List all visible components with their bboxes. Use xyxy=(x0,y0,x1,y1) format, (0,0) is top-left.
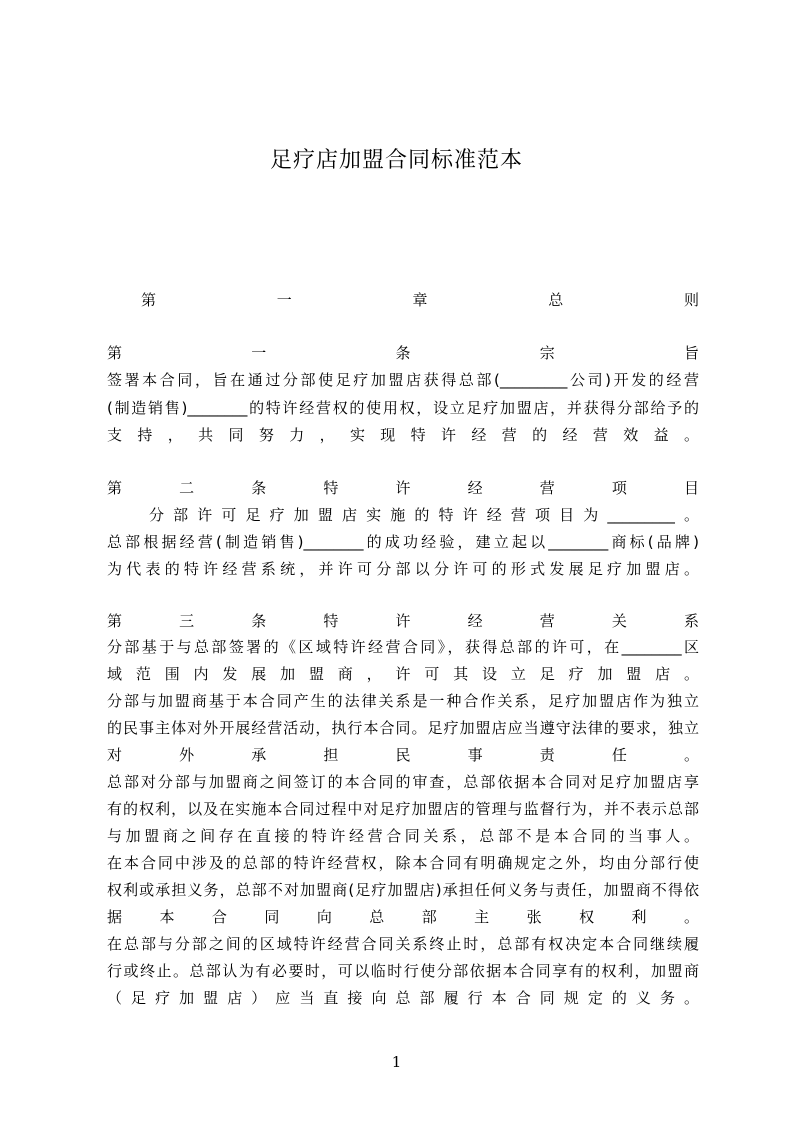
article-3-line: 权利或承担义务，总部不对加盟商(足疗加盟店)承担任何义务与责任，加盟商不得依 xyxy=(107,881,699,899)
article-3-line: 据 本 合 同 向 总 部 主 张 权 利 。 xyxy=(107,908,699,926)
article-1-heading: 第 一 条 宗 旨 xyxy=(107,344,699,362)
article-1-line: (制造销售)________的特许经营权的使用权，设立足疗加盟店，并获得分部给予的 xyxy=(107,399,699,417)
article-3-line: 与加盟商之间存在直接的特许经营合同关系，总部不是本合同的当事人。 xyxy=(107,827,699,845)
chapter-heading: 第 一 章 总 则 xyxy=(141,291,699,309)
article-3-line: （足疗加盟店）应当直接向总部履行本合同规定的义务。 xyxy=(107,989,699,1007)
article-3-line: 行或终止。总部认为有必要时，可以临时行使分部依据本合同享有的权利，加盟商 xyxy=(107,962,699,980)
article-3-line: 分部基于与总部签署的《区域特许经营合同》，获得总部的许可，在________区 xyxy=(107,638,699,656)
article-3-heading: 第 三 条 特 许 经 营 关 系 xyxy=(107,612,699,630)
article-3-line: 的民事主体对外开展经营活动，执行本合同。足疗加盟店应当遵守法律的要求，独立 xyxy=(107,719,699,737)
article-3-line: 在总部与分部之间的区域特许经营合同关系终止时，总部有权决定本合同继续履 xyxy=(107,935,699,953)
article-2-line: 为代表的特许经营系统，并许可分部以分许可的形式发展足疗加盟店。 xyxy=(107,560,699,578)
article-3-line: 域范围内发展加盟商，许可其设立足疗加盟店。 xyxy=(107,665,699,683)
article-3-line: 对 外 承 担 民 事 责 任 。 xyxy=(107,746,699,764)
article-1-line: 支持，共同努力，实现特许经营的经营效益。 xyxy=(107,426,699,444)
page-number: 1 xyxy=(391,1053,402,1071)
document-title: 足疗店加盟合同标准范本 xyxy=(269,148,523,173)
article-3-line: 总部对分部与加盟商之间签订的本合同的审查，总部依据本合同对足疗加盟店享 xyxy=(107,773,699,791)
article-3-line: 分部与加盟商基于本合同产生的法律关系是一种合作关系，足疗加盟店作为独立 xyxy=(107,692,699,710)
article-1-line: 签署本合同，旨在通过分部使足疗加盟店获得总部(_________公司)开发的经营 xyxy=(107,371,699,389)
article-2-heading: 第 二 条 特 许 经 营 项 目 xyxy=(107,479,699,497)
article-2-line: 分部许可足疗加盟店实施的特许经营项目为_________。 xyxy=(149,506,699,524)
article-3-line: 在本合同中涉及的总部的特许经营权，除本合同有明确规定之外，均由分部行使 xyxy=(107,854,699,872)
article-3-line: 有的权利，以及在实施本合同过程中对足疗加盟店的管理与监督行为，并不表示总部 xyxy=(107,800,699,818)
article-2-line: 总部根据经营(制造销售)________的成功经验，建立起以________商标(品牌) xyxy=(107,533,699,551)
